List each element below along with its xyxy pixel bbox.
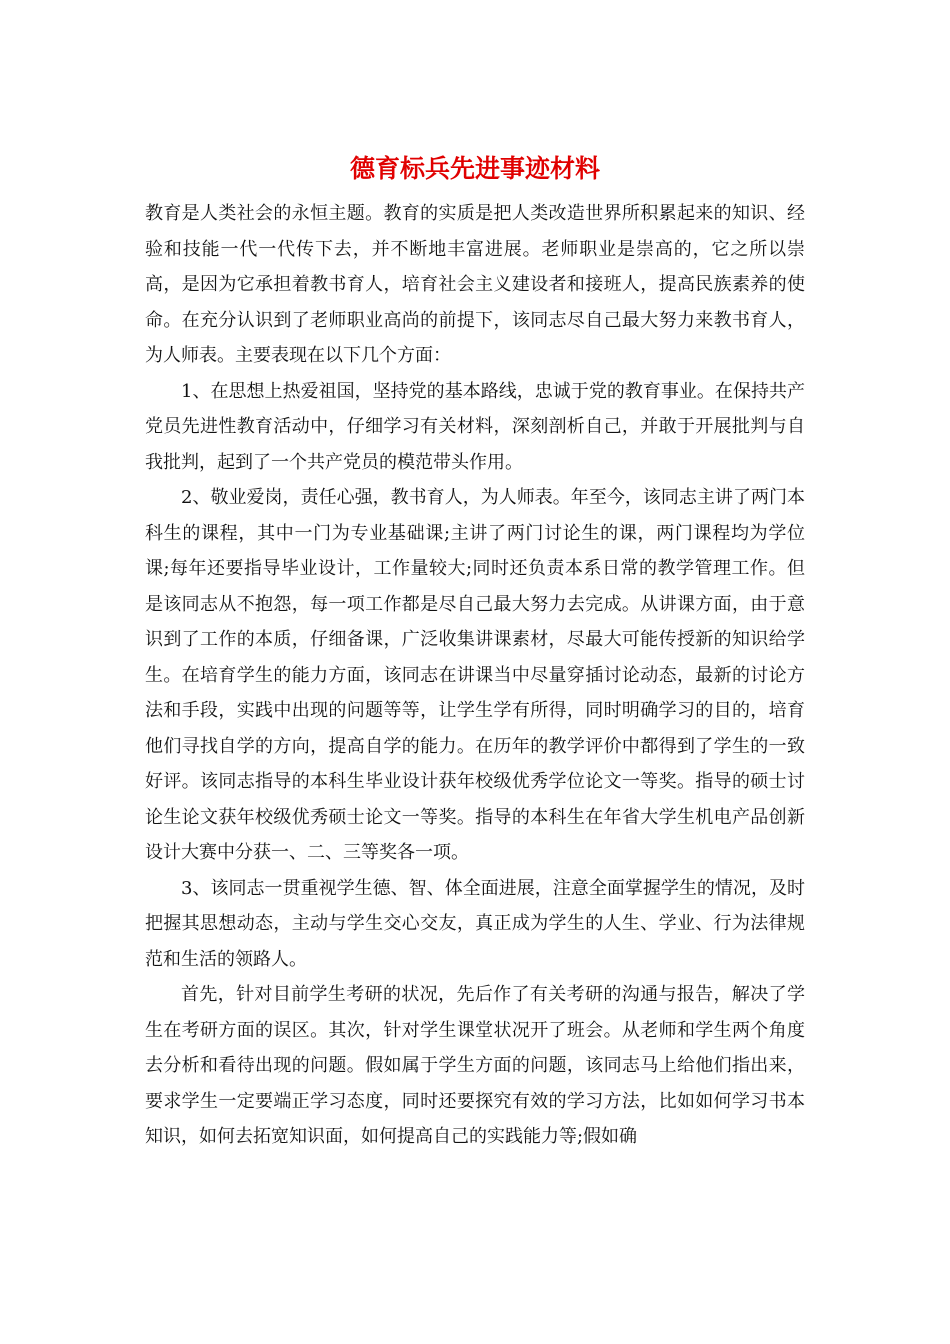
point-1-paragraph: 1、在思想上热爱祖国，坚持党的基本路线，忠诚于党的教育事业。在保持共产党员先进性教育活动中，仔细学习有关材料，深刻剖析自己，并敢于开展批判与自我批判，起到了一个共产党员的模范带头作用。 <box>145 380 805 473</box>
document-body <box>145 196 805 1155</box>
point-2-paragraph: 2、敬业爱岗，责任心强，教书育人，为人师表。年至今，该同志主讲了两门本科生的课程，其中一门为专业基础课;主讲了两门讨论生的课，两门课程均为学位课;每年还要指导毕业设计，工作量较大;同时还负责本系日常的教学管理工作。但是该同志从不抱怨，每一项工作都是尽自己最大努力去完成。从讲课方面，由于意识到了工作的本质，仔细备课，广泛收集讲课素材，尽最大可能传授新的知识给学生。在培育学生的能力方面，该同志在讲课当中尽量穿插讨论动态，最新的讨论方法和手段，实践中出现的问题等等，让学生学有所得，同时明确学习的目的，培育他们寻找自学的方向，提高自学的能力。在历年的教学评价中都得到了学生的一致好评。该同志指导的本科生毕业设计获年校级优秀学位论文一等奖。指导的硕士讨论生论文获年校级优秀硕士论文一等奖。指导的本科生在年省大学生机电产品创新设计大赛中分获一、二、三等奖各一项。 <box>145 487 805 863</box>
first-paragraph: 首先，针对目前学生考研的状况，先后作了有关考研的沟通与报告，解决了学生在考研方面的误区。其次，针对学生课堂状况开了班会。从老师和学生两个角度去分析和看待出现的问题。假如属于学生方面的问题，该同志马上给他们指出来，要求学生一定要端正学习态度，同时还要探究有效的学习方法，比如如何学习书本知识，如何去拓宽知识面，如何提高自己的实践能力等;假如确 <box>145 984 805 1147</box>
document-title: 德育标兵先进事迹材料 <box>349 154 600 183</box>
point-3-paragraph: 3、该同志一贯重视学生德、智、体全面进展，注意全面掌握学生的情况，及时把握其思想动态，主动与学生交心交友，真正成为学生的人生、学业、行为法律规范和生活的领路人。 <box>145 877 805 970</box>
intro-paragraph: 教育是人类社会的永恒主题。教育的实质是把人类改造世界所积累起来的知识、经验和技能一代一代传下去，并不断地丰富进展。老师职业是崇高的，它之所以崇高，是因为它承担着教书育人，培育社会主义建设者和接班人，提高民族素养的使命。在充分认识到了老师职业高尚的前提下，该同志尽自己最大努力来教书育人，为人师表。主要表现在以下几个方面： <box>145 203 805 366</box>
